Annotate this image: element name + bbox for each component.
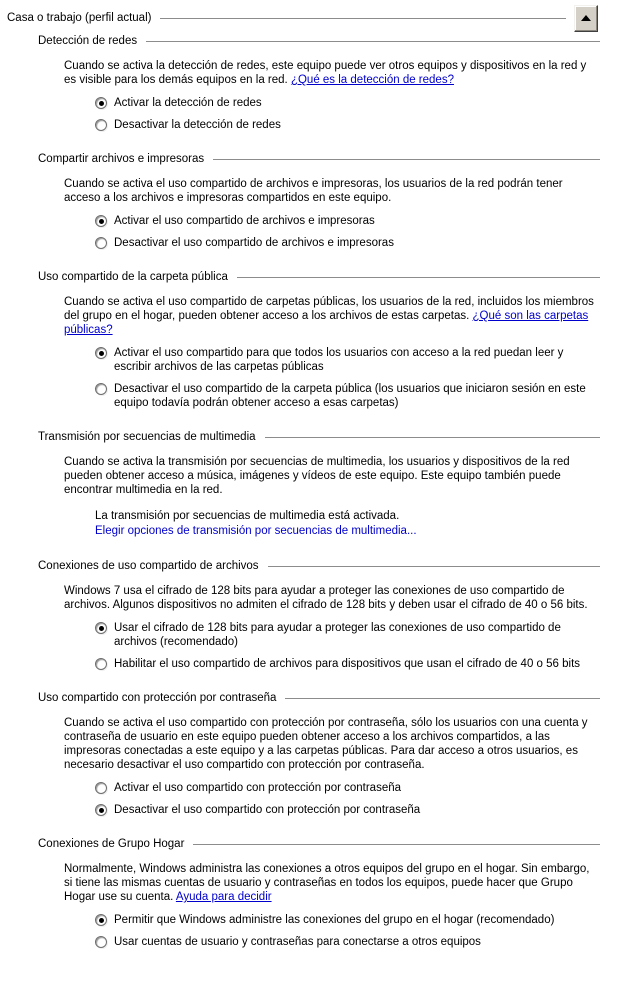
profile-group-title: Casa o trabajo (perfil actual) [7,12,152,24]
section-rule [213,159,600,160]
section-rule [268,566,600,567]
section-description [64,59,600,87]
radio-option[interactable] [95,913,600,927]
settings-section-4 [38,431,600,539]
radio-option[interactable] [95,935,600,949]
radio-option[interactable] [95,236,600,250]
radio-button-icon[interactable] [95,782,107,794]
arrow-up-icon [581,15,591,21]
section-rule [193,844,600,845]
radio-button-icon[interactable] [95,237,107,249]
settings-section-2 [38,153,600,250]
radio-options-group [64,214,600,250]
radio-button-icon[interactable] [95,658,107,670]
section-header [38,431,600,443]
radio-option[interactable] [95,657,600,671]
description-text: Cuando se activa el uso compartido de archivos e impresoras, los usuarios de la red podrán tener acceso a los archivos e impresoras compartidos en este equipo. [64,178,563,204]
radio-options-group [64,781,600,817]
section-body [38,165,600,250]
description-text: Normalmente, Windows administra las conexiones a otros equipos del grupo en el hogar. Sin embargo, si tiene las mismas cuentas de usuario y contraseñas en todos los equipos, puede hacer que Grupo Hogar use su cuenta. [64,863,590,903]
radio-option[interactable] [95,96,600,110]
section-description [64,716,600,772]
description-text: Cuando se activa la detección de redes, este equipo puede ver otros equipos y dispositivos en la red y es visible para los demás equipos en la red. [64,60,587,86]
section-rule [265,437,600,438]
settings-section-3 [38,271,600,410]
radio-button-icon[interactable] [95,347,107,359]
section-body [38,283,600,410]
section-body [38,47,600,132]
radio-option[interactable] [95,803,600,817]
radio-option[interactable] [95,781,600,795]
section-title: Conexiones de uso compartido de archivos [38,560,259,572]
radio-label: Activar el uso compartido para que todos los usuarios con acceso a la red puedan leer y escribir archivos de las carpetas públicas [114,347,564,373]
section-rule [237,277,600,278]
radio-option[interactable] [95,382,600,410]
radio-label: Desactivar el uso compartido de archivos e impresoras [114,237,394,249]
radio-label: Permitir que Windows administre las conexiones del grupo en el hogar (recomendado) [114,914,555,926]
media-status-block [64,509,600,539]
radio-button-icon[interactable] [95,914,107,926]
radio-label: Habilitar el uso compartido de archivos para dispositivos que usan el cifrado de 40 o 56 bits [114,658,581,670]
description-text: Cuando se activa la transmisión por secuencias de multimedia, los usuarios y dispositivos de la red pueden obtener acceso a música, imágenes y vídeos de este equipo. Este equipo también puede encontrar multimedia en la red. [64,456,570,496]
radio-label: Activar el uso compartido de archivos e impresoras [114,215,375,227]
profile-group-header [7,4,642,32]
radio-options-group [64,346,600,410]
radio-option[interactable] [95,214,600,228]
radio-option[interactable] [95,621,600,649]
section-header [38,271,600,283]
section-body [38,572,600,671]
radio-options-group [64,96,600,132]
section-title: Detección de redes [38,35,138,47]
scroll-up-button[interactable] [574,5,598,32]
description-text: Cuando se activa el uso compartido con protección por contraseña, sólo los usuarios con una cuenta y contraseña de usuario en este equipo pueden obtener acceso a los archivos compartidos, a las impresoras conectadas a este equipo y a las carpetas públicas. Para dar acceso a otros usuarios, es necesario desactivar el uso compartido con protección por contraseña. [64,717,588,771]
settings-section-6 [38,692,600,817]
help-link[interactable]: ¿Qué es la detección de redes? [290,74,454,86]
section-body [38,443,600,539]
radio-label: Activar la detección de redes [114,97,262,109]
radio-button-icon[interactable] [95,383,107,395]
section-title: Transmisión por secuencias de multimedia [38,431,256,443]
section-description [64,862,600,904]
section-header [38,838,600,850]
description-text: Cuando se activa el uso compartido de carpetas públicas, los usuarios de la red, incluidos los miembros del grupo en el hogar, pueden obtener acceso a los archivos de estas carpetas. [64,296,594,322]
media-status-text: La transmisión por secuencias de multimedia está activada. [95,510,400,522]
description-text: Windows 7 usa el cifrado de 128 bits para ayudar a proteger las conexiones de uso compartido de archivos. Algunos dispositivos no admiten el cifrado de 128 bits y deben usar el cifrado de 40 o 56 bits. [64,585,588,611]
radio-label: Usar el cifrado de 128 bits para ayudar a proteger las conexiones de uso compartido de archivos (recomendado) [114,622,561,648]
radio-label: Desactivar la detección de redes [114,119,281,131]
radio-button-icon[interactable] [95,215,107,227]
section-description [64,177,600,205]
settings-section-7 [38,838,600,949]
section-header [38,35,600,47]
radio-options-group [64,913,600,949]
profile-group-rule [160,18,566,19]
radio-label: Desactivar el uso compartido de la carpeta pública (los usuarios que iniciaron sesión en este equipo todavía podrán obtener acceso a esas carpetas) [114,383,586,409]
radio-button-icon[interactable] [95,936,107,948]
radio-button-icon[interactable] [95,804,107,816]
media-options-link[interactable]: Elegir opciones de transmisión por secuencias de multimedia... [95,525,417,537]
radio-button-icon[interactable] [95,119,107,131]
help-link[interactable]: ¿Qué son las carpetas públicas? [64,310,589,336]
radio-button-icon[interactable] [95,97,107,109]
radio-options-group [64,621,600,671]
section-title: Conexiones de Grupo Hogar [38,838,185,850]
radio-label: Activar el uso compartido con protección por contraseña [114,782,402,794]
settings-section-1 [38,35,600,132]
section-header [38,560,600,572]
radio-option[interactable] [95,118,600,132]
section-body [38,850,600,949]
section-description [64,455,600,497]
section-title: Uso compartido de la carpeta pública [38,271,228,283]
section-rule [146,41,600,42]
settings-section-5 [38,560,600,671]
radio-label: Desactivar el uso compartido con protección por contraseña [114,804,421,816]
radio-option[interactable] [95,346,600,374]
section-description [64,584,600,612]
section-body [38,704,600,817]
section-rule [285,698,600,699]
section-title: Uso compartido con protección por contraseña [38,692,277,704]
help-link[interactable]: Ayuda para decidir [175,891,272,903]
sections-container [7,35,642,949]
section-title: Compartir archivos e impresoras [38,153,205,165]
radio-button-icon[interactable] [95,622,107,634]
section-header [38,692,600,704]
section-description [64,295,600,337]
section-header [38,153,600,165]
radio-label: Usar cuentas de usuario y contraseñas para conectarse a otros equipos [114,936,481,948]
